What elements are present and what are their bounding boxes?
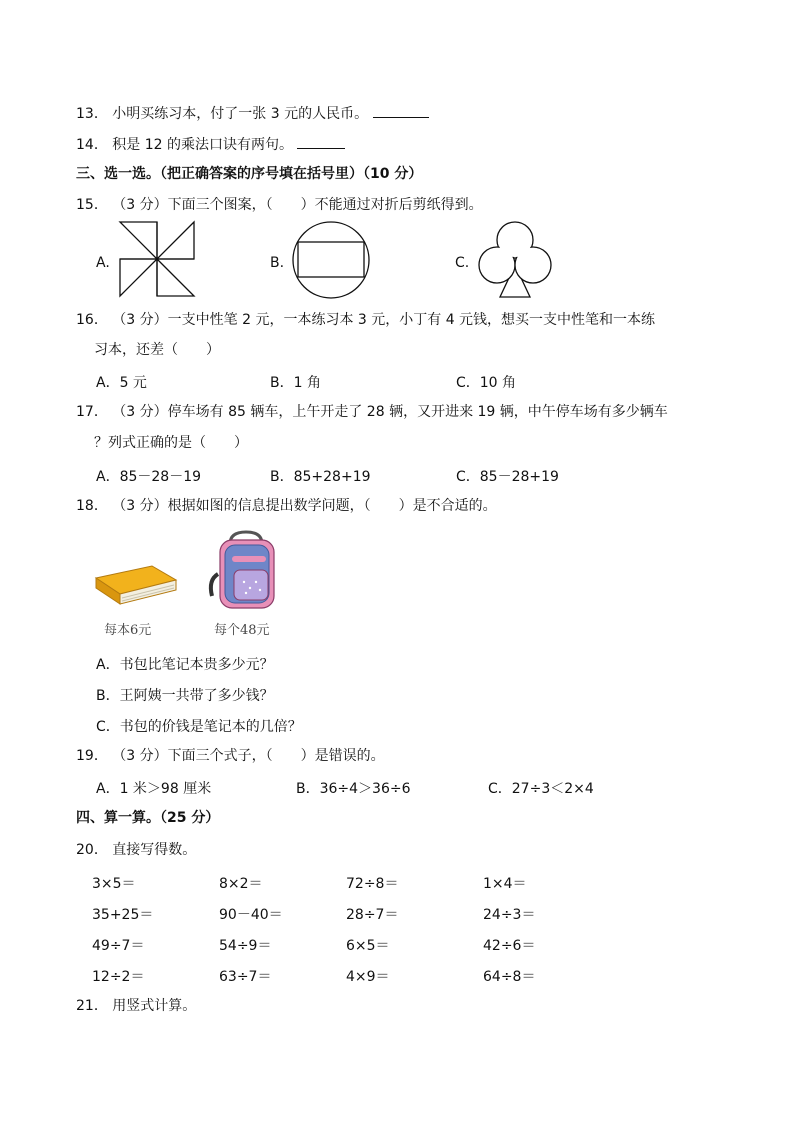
question-text: （3 分）停车场有 85 辆车，上午开走了 28 辆，又开进来 19 辆，中午停车场有多少辆车 (112, 404, 668, 420)
arithmetic-item[interactable]: 72÷8＝ (346, 876, 399, 892)
question-17-continued: ？列式正确的是（ ） (94, 435, 248, 451)
arithmetic-item[interactable]: 63÷7＝ (219, 969, 272, 985)
question-20 (76, 841, 196, 859)
option-c[interactable]: C．27÷3＜2×4 (488, 781, 594, 797)
option-a[interactable]: A．85－28－19 (96, 469, 202, 485)
option-c[interactable]: C．85－28+19 (456, 469, 559, 485)
arithmetic-item[interactable]: 28÷7＝ (346, 907, 399, 923)
question-14 (76, 134, 345, 154)
option-c-label: C. (455, 255, 470, 271)
backpack-price-caption: 每个48元 (214, 623, 270, 638)
arithmetic-item[interactable]: 90－40＝ (219, 907, 283, 923)
option-b[interactable]: B．1 角 (270, 375, 321, 391)
question-number: 18． (76, 498, 108, 514)
question-21 (76, 997, 196, 1015)
arithmetic-item[interactable]: 64÷8＝ (483, 969, 536, 985)
option-c[interactable]: C．书包的价钱是笔记本的几倍？ (96, 719, 302, 735)
option-b[interactable]: B．85+28+19 (270, 469, 371, 485)
arithmetic-item[interactable]: 49÷7＝ (92, 938, 145, 954)
question-text: 积是 12 的乘法口诀有两句。 (112, 137, 293, 153)
arithmetic-item[interactable]: 8×2＝ (219, 876, 263, 892)
answer-blank[interactable] (373, 103, 429, 118)
question-19 (76, 747, 385, 765)
arithmetic-item[interactable]: 6×5＝ (346, 938, 390, 954)
question-16-continued: 习本，还差（ ） (94, 342, 220, 358)
option-b[interactable]: B．36÷4＞36÷6 (296, 781, 411, 797)
section-4-title: 四、算一算。（25 分） (76, 810, 220, 826)
circle-rectangle-figure (292, 221, 370, 299)
question-number: 21． (76, 998, 108, 1014)
question-number: 13． (76, 106, 108, 122)
question-17 (76, 403, 668, 421)
question-text: （3 分）根据如图的信息提出数学问题，（ ）是不合适的。 (112, 498, 497, 514)
option-a-label: A. (96, 255, 110, 271)
question-number: 20． (76, 842, 108, 858)
option-a[interactable]: A．书包比笔记本贵多少元？ (96, 657, 274, 673)
notebook-image (94, 564, 178, 606)
arithmetic-item[interactable]: 3×5＝ (92, 876, 136, 892)
question-number: 17． (76, 404, 108, 420)
backpack-image (204, 530, 284, 610)
question-16 (76, 311, 655, 329)
option-b[interactable]: B．王阿姨一共带了多少钱？ (96, 688, 274, 704)
arithmetic-item[interactable]: 12÷2＝ (92, 969, 145, 985)
option-a[interactable]: A．1 米＞98 厘米 (96, 781, 212, 797)
notebook-price-caption: 每本6元 (104, 623, 152, 638)
question-text: 用竖式计算。 (112, 998, 197, 1014)
section-3-title: 三、选一选。（把正确答案的序号填在括号里）（10 分） (76, 166, 423, 182)
question-number: 19． (76, 748, 108, 764)
pinwheel-figure (120, 222, 194, 296)
option-b-label: B. (270, 255, 285, 271)
question-15 (76, 196, 483, 214)
question-number: 15． (76, 197, 108, 213)
question-text: （3 分）一支中性笔 2 元，一本练习本 3 元，小丁有 4 元钱，想买一支中性笔和一本练 (112, 312, 656, 328)
question-text: （3 分）下面三个式子，（ ）是错误的。 (112, 748, 385, 764)
club-figure (478, 221, 552, 299)
question-text: 直接写得数。 (112, 842, 197, 858)
question-text: （3 分）下面三个图案，（ ）不能通过对折后剪纸得到。 (112, 197, 483, 213)
option-c[interactable]: C．10 角 (456, 375, 517, 391)
question-text: 小明买练习本，付了一张 3 元的人民币。 (112, 106, 369, 122)
option-a[interactable]: A．5 元 (96, 375, 147, 391)
arithmetic-item[interactable]: 1×4＝ (483, 876, 527, 892)
arithmetic-item[interactable]: 54÷9＝ (219, 938, 272, 954)
question-18 (76, 497, 497, 515)
arithmetic-item[interactable]: 24÷3＝ (483, 907, 536, 923)
question-13 (76, 103, 429, 123)
question-number: 16． (76, 312, 108, 328)
arithmetic-item[interactable]: 42÷6＝ (483, 938, 536, 954)
question-number: 14． (76, 137, 108, 153)
arithmetic-item[interactable]: 4×9＝ (346, 969, 390, 985)
arithmetic-item[interactable]: 35+25＝ (92, 907, 154, 923)
answer-blank[interactable] (297, 134, 345, 149)
